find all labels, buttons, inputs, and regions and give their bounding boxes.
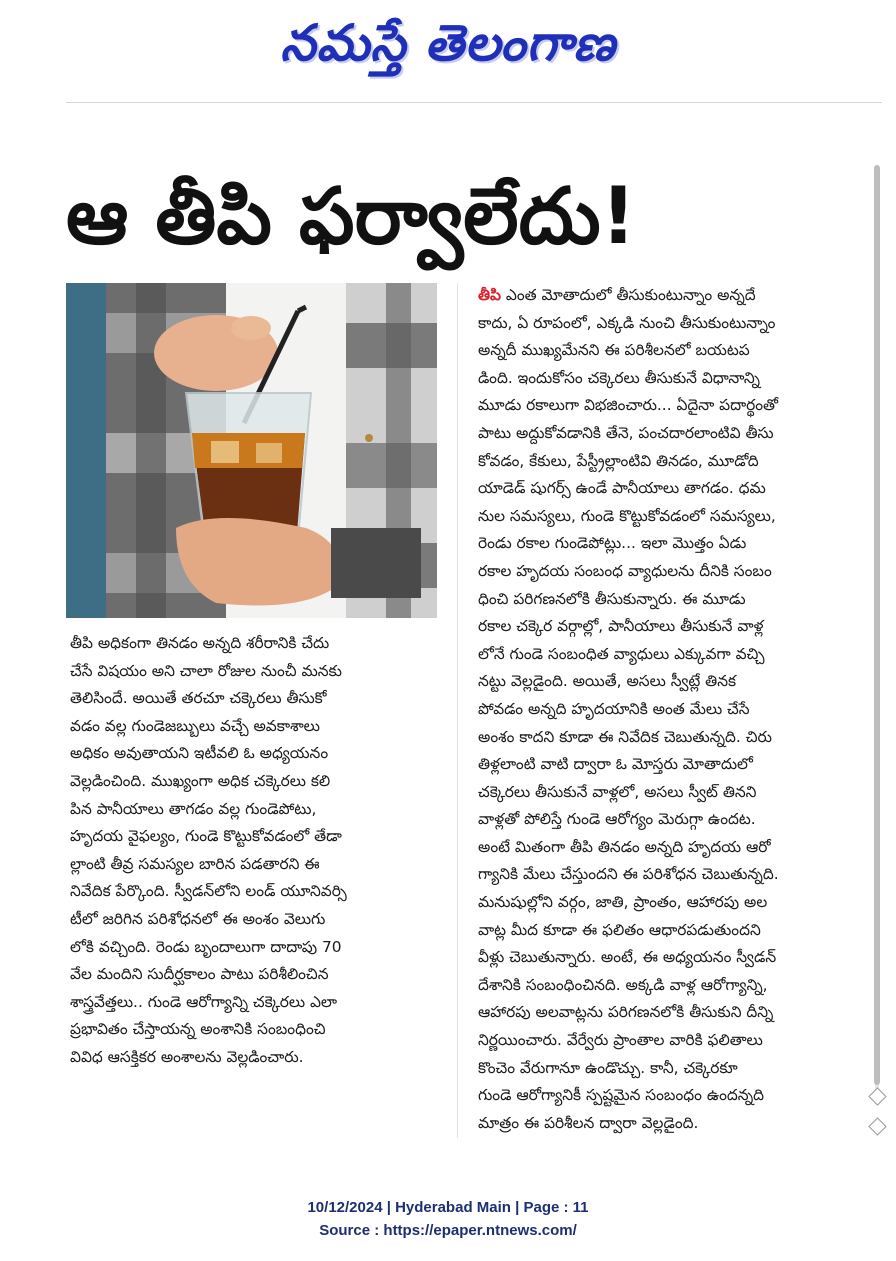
scroll-down-diamond-icon[interactable] xyxy=(868,1117,886,1135)
lead-word: తీపి xyxy=(478,286,501,304)
scroll-up-diamond-icon[interactable] xyxy=(868,1087,886,1105)
column-divider xyxy=(457,283,458,1138)
vertical-scrollbar[interactable] xyxy=(871,165,883,1150)
header-divider xyxy=(66,102,882,103)
article-photo xyxy=(66,283,437,618)
scrollbar-thumb[interactable] xyxy=(874,165,880,1085)
masthead xyxy=(0,14,896,84)
footer-source-link[interactable]: Source : https://epaper.ntnews.com/ xyxy=(319,1222,577,1239)
article-headline: ఆ తీపి ఫర్వాలేదు! xyxy=(66,172,637,262)
footer-edition-info: 10/12/2024 | Hyderabad Main | Page : 11 xyxy=(307,1199,589,1216)
right-column-text: ఎంత మోతాదులో తీసుకుంటున్నాం అన్నదే కాదు, ఏ రూపంలో, ఎక్కడి నుంచి తీసుకుంటున్నాం అన్నదీ ముఖ్యమేనని ఈ పరిశీలనలో బయటప డింది. ఇందుకోసం చక్కెరలు తీసుకునే విధానాన్ని మూడు రకాలుగా విభజించారు... ఏదైనా పదార్థంతో పాటు అద్దుకోవడానికి తేనె, పంచదారలాంటివి తీసు కోవడం, కేకులు, పేస్ట్రీల్లాంటివి తినడం, మూడోది యాడెడ్ షుగర్స్ ఉండే పానీయాలు తాగడం. ధమ నుల సమస్యలు, గుండె కొట్టుకోవడంలో సమస్యలు, రెండు రకాల గుండెపోట్లు... ఇలా మొత్తం ఏడు రకాల హృదయ సంబంధ వ్యాధులను దీనికి సంబం ధించి పరిగణనలోకి తీసుకున్నారు. ఈ మూడు రకాల చక్కెర వర్గాల్లో, పానీయాలు తీసుకునే వాళ్ల లోనే గుండె సంబంధిత వ్యాధులు ఎక్కువగా వచ్చి నట్టు వెల్లడైంది. అయితే, అసలు స్వీట్లే తినక పోవడం అన్నది హృదయానికి అంత మేలు చేసే అంశం కాదని కూడా ఈ నివేదిక చెబుతున్నది. చిరు తిళ్లలాంటి వాటి ద్వారా ఓ మోస్తరు మోతాదులో చక్కెరలు తీసుకునే వాళ్లలో, అసలు స్వీట్ తినని వాళ్లతో పోలిస్తే గుండె ఆరోగ్యం మెరుగ్గా ఉందట. అంటే మితంగా తీపి తినడం అన్నది హృదయ ఆరో గ్యానికి మేలు చేస్తుందని ఈ పరిశోధన చెబుతున్నది. మనుషుల్లోని వర్గం, జాతి, ప్రాంతం, ఆహారపు అల వాట్ల మీద కూడా ఈ ఫలితం ఆధారపడుతుందని వీళ్లు చెబుతున్నారు. అంటే, ఈ అధ్యయనం స్వీడన్ దేశానికి సంబంధించినది. అక్కడి వాళ్ల ఆరోగ్యాన్ని, ఆహారపు అలవాట్లను పరిగణనలోకి తీసుకుని దీన్ని నిర్ణయించారు. వేర్వేరు ప్రాంతాల వారికి ఫలితాలు కొంచెం వేరుగానూ ఉండొచ్చు. కానీ, చక్కెరకూ గుండె ఆరోగ్యానికీ స్పష్టమైన సంబంధం ఉందన్నది మాత్రం ఈ పరిశీలన ద్వారా వెల్లడైంది. xyxy=(478,286,779,1132)
newspaper-logo: నమస్తే తెలంగాణ xyxy=(280,13,616,72)
cold-drink-glass-icon xyxy=(66,283,437,618)
article-column-right xyxy=(478,282,840,1137)
article-column-left: తీపి అధికంగా తినడం అన్నది శరీరానికి చేదు చేసే విషయం అని చాలా రోజుల నుంచీ మనకు తెలిసిందే. అయితే తరచూ చక్కెరలు తీసుకో వడం వల్ల గుండెజబ్బులు వచ్చే అవకాశాలు అధికం అవుతాయని ఇటీవలి ఓ అధ్యయనం వెల్లడించింది. ముఖ్యంగా అధిక చక్కెరలు కలి పిన పానీయాలు తాగడం వల్ల గుండెపోటు, హృదయ వైఫల్యం, గుండె కొట్టుకోవడంలో తేడా ల్లాంటి తీవ్ర సమస్యల బారిన పడతారని ఈ నివేదిక పేర్కొంది. స్వీడన్‌లోని లండ్ యూనివర్సి టీలో జరిగిన పరిశోధనలో ఈ అంశం వెలుగు లోకి వచ్చింది. రెండు బృందాలుగా దాదాపు 70 వేల మందిని సుదీర్ఘకాలం పాటు పరిశీలించిన శాస్త్రవేత్తలు.. గుండె ఆరోగ్యాన్ని చక్కెరలు ఎలా ప్రభావితం చేస్తాయన్న అంశానికి సంబంధించి వివిధ ఆసక్తికర అంశాలను వెల్లడించారు. xyxy=(70,634,347,1066)
